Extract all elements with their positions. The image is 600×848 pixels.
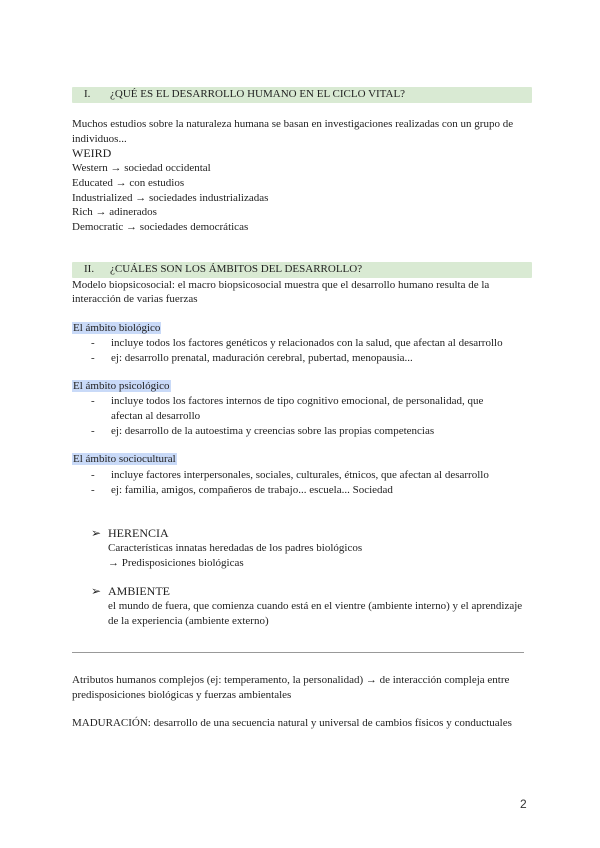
ambito-title-biologico: El ámbito biológico xyxy=(73,322,161,334)
maduracion-line: MADURACIÓN: desarrollo de una secuencia natural y universal de cambios físicos y conductuales xyxy=(72,717,512,729)
ambito-title-psicologico: El ámbito psicológico xyxy=(73,380,170,392)
ambiente-title: AMBIENTE xyxy=(108,584,170,598)
ambito-item: incluye todos los factores genéticos y relacionados con la salud, que afectan al desarrollo xyxy=(111,337,503,349)
herencia-text: Características innatas heredadas de los padres biológicos xyxy=(108,542,363,554)
ambito-item: ej: desarrollo de la autoestima y creencias sobre las propias competencias xyxy=(111,425,435,437)
model-paragraph-line: Modelo biopsicosocial: el macro biopsicosocial muestra que el desarrollo humano resulta de la xyxy=(72,279,490,291)
bullet-dash: - xyxy=(91,469,95,481)
bullet-dash: - xyxy=(91,484,95,496)
weird-item: Western → sociedad occidental xyxy=(72,162,211,174)
weird-item: Rich → adinerados xyxy=(72,206,157,218)
bullet-dash: - xyxy=(91,337,95,349)
section-heading-2 xyxy=(72,262,532,278)
ambito-item: incluye factores interpersonales, sociales, culturales, étnicos, que afectan al desarrollo xyxy=(111,469,489,481)
ambito-item: ej: familia, amigos, compañeros de trabajo... escuela... Sociedad xyxy=(111,484,393,496)
ambiente-text: de la experiencia (ambiente externo) xyxy=(108,615,269,627)
herencia-text: → Predisposiciones biológicas xyxy=(108,557,244,569)
atributos-line: predisposiciones biológicas y fuerzas ambientales xyxy=(72,689,292,701)
ambiente-text: el mundo de fuera, que comienza cuando está en el vientre (ambiente interno) y el aprendizaje xyxy=(108,600,523,612)
bullet-dash: - xyxy=(91,395,95,407)
intro-paragraph: Muchos estudios sobre la naturaleza humana se basan en investigaciones realizadas con un grupo de individuos... xyxy=(72,118,514,145)
weird-item: Industrialized → sociedades industrializadas xyxy=(72,192,269,204)
page-number: 2 xyxy=(520,797,527,811)
section-title: ¿CUÁLES SON LOS ÁMBITOS DEL DESARROLLO? xyxy=(110,263,363,275)
ambito-item: incluye todos los factores internos de tipo cognitivo emocional, de personalidad, que afectan al desarrollo xyxy=(111,395,484,422)
weird-item: Democratic → sociedades democráticas xyxy=(72,221,249,233)
ambito-title-sociocultural: El ámbito sociocultural xyxy=(73,453,176,465)
weird-title: WEIRD xyxy=(72,146,112,160)
section-title: ¿QUÉ ES EL DESARROLLO HUMANO EN EL CICLO VITAL? xyxy=(110,88,406,100)
section-number: I. xyxy=(84,88,91,100)
atributos-line: Atributos humanos complejos (ej: temperamento, la personalidad) → de interacción compleja entre xyxy=(72,674,510,686)
weird-item: Educated → con estudios xyxy=(72,177,185,189)
section-number: II. xyxy=(84,263,95,275)
bullet-dash: - xyxy=(91,352,95,364)
arrow-bullet-icon: ➢ xyxy=(91,526,102,540)
arrow-bullet-icon: ➢ xyxy=(91,584,102,598)
ambito-item: ej: desarrollo prenatal, maduración cerebral, pubertad, menopausia... xyxy=(111,352,413,364)
bullet-dash: - xyxy=(91,425,95,437)
model-paragraph-line: interacción de varias fuerzas xyxy=(72,293,198,305)
herencia-title: HERENCIA xyxy=(108,526,169,540)
section-heading-1 xyxy=(72,87,532,103)
horizontal-divider xyxy=(72,652,524,653)
